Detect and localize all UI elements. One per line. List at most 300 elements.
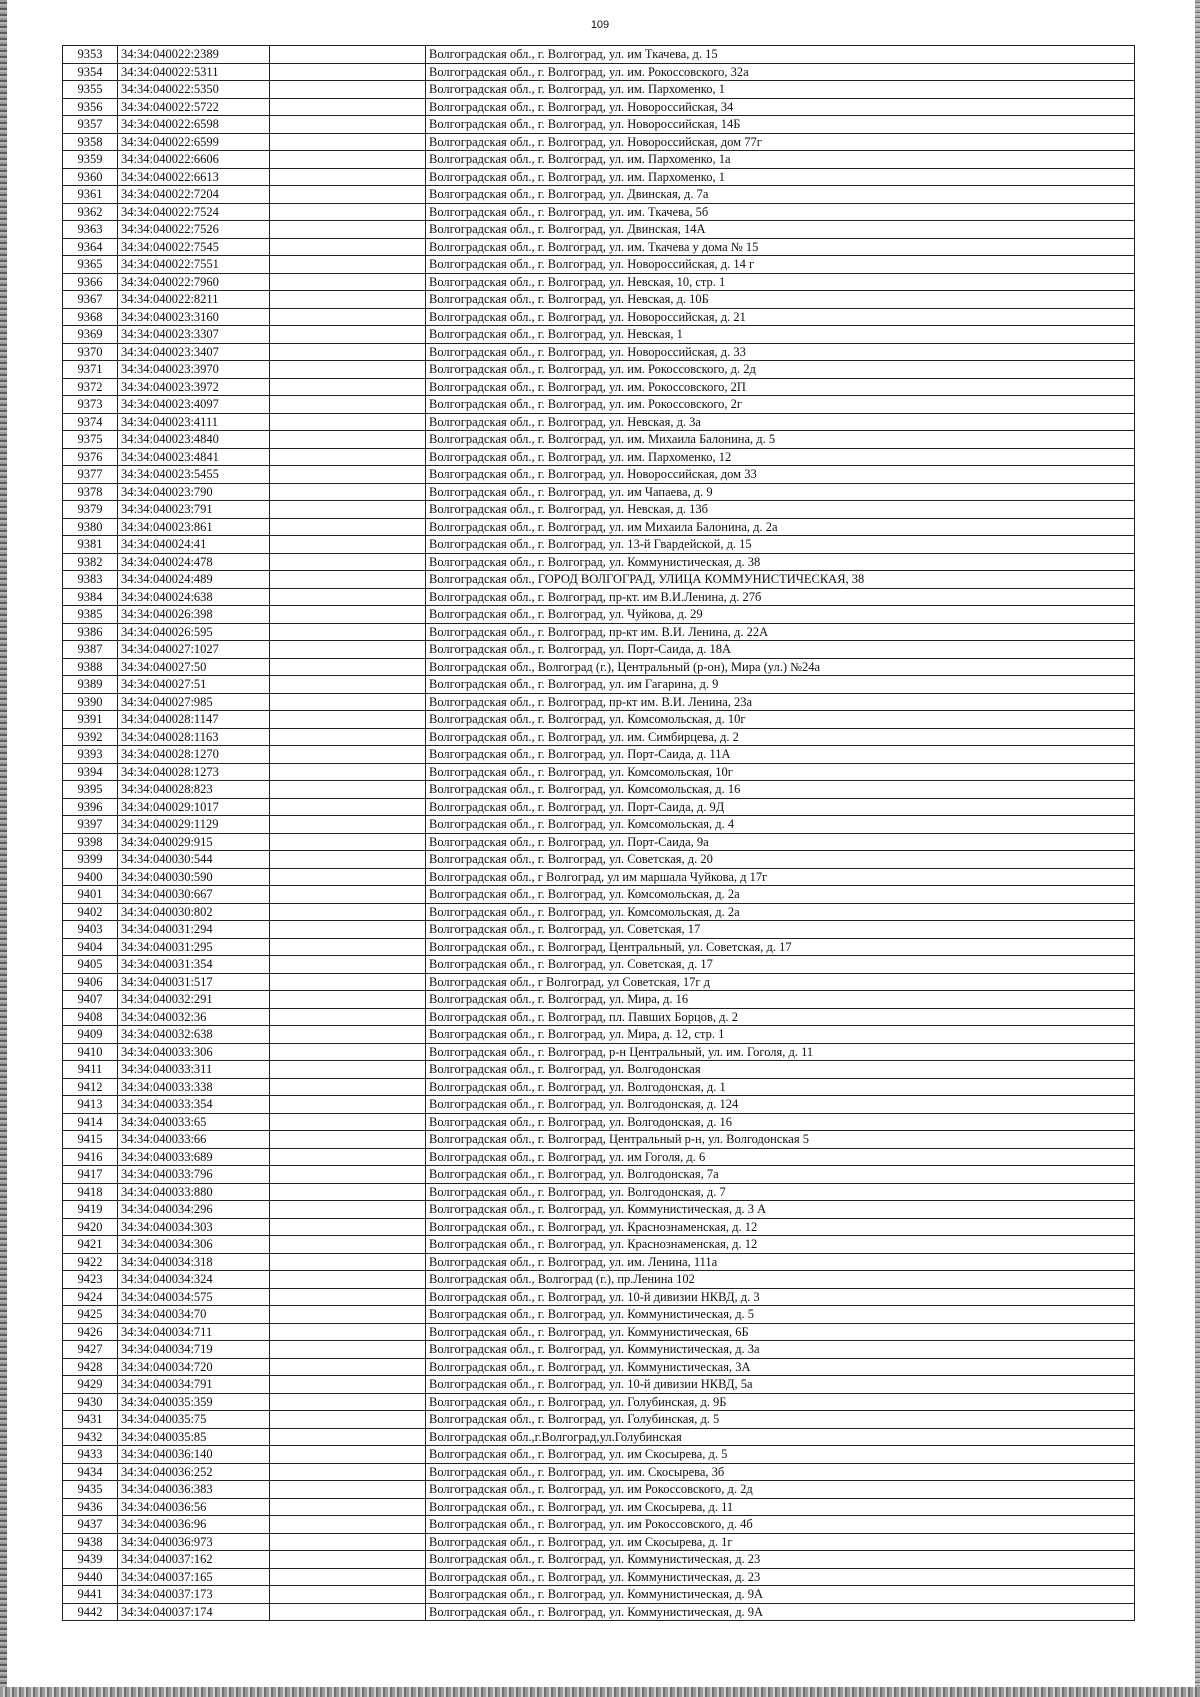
table-row <box>63 361 1135 379</box>
empty-cell <box>270 133 426 151</box>
row-number: 9372 <box>63 378 118 396</box>
cadastral-number: 34:34:040034:303 <box>118 1218 270 1236</box>
cadastral-number: 34:34:040023:4840 <box>118 431 270 449</box>
cadastral-number: 34:34:040022:2389 <box>118 46 270 64</box>
row-number: 9421 <box>63 1236 118 1254</box>
address: Волгоградская обл., г. Волгоград, ул. им. Пархоменко, 12 <box>426 448 1135 466</box>
row-number: 9354 <box>63 63 118 81</box>
address: Волгоградская обл., г. Волгоград, Центральный р-н, ул. Волгодонская 5 <box>426 1131 1135 1149</box>
table-row <box>63 623 1135 641</box>
empty-cell <box>270 571 426 589</box>
row-number: 9419 <box>63 1201 118 1219</box>
row-number: 9410 <box>63 1043 118 1061</box>
address: Волгоградская обл., г. Волгоград, ул. Волгодонская, д. 1 <box>426 1078 1135 1096</box>
table-row <box>63 746 1135 764</box>
row-number: 9377 <box>63 466 118 484</box>
row-number: 9353 <box>63 46 118 64</box>
table-row <box>63 1446 1135 1464</box>
address: Волгоградская обл., г. Волгоград, ул. им. Рокоссовского, д. 2д <box>426 361 1135 379</box>
address: Волгоградская обл., г. Волгоград, ул. Двинская, д. 7а <box>426 186 1135 204</box>
address: Волгоградская обл., г. Волгоград, ул. Коммунистическая, д. 9А <box>426 1586 1135 1604</box>
empty-cell <box>270 1183 426 1201</box>
address: Волгоградская обл., г. Волгоград, ул. Порт-Саида, д. 9Д <box>426 798 1135 816</box>
empty-cell <box>270 1446 426 1464</box>
table-row <box>63 658 1135 676</box>
empty-cell <box>270 186 426 204</box>
address: Волгоградская обл., г. Волгоград, ул. Комсомольская, 10г <box>426 763 1135 781</box>
address: Волгоградская обл., г. Волгоград, ул. Коммунистическая, д. 23 <box>426 1551 1135 1569</box>
address: Волгоградская обл., г. Волгоград, ул. Коммунистическая, д. 38 <box>426 553 1135 571</box>
address: Волгоградская обл., г. Волгоград, ул. им Рокоссовского, д. 2д <box>426 1481 1135 1499</box>
cadastral-number: 34:34:040033:311 <box>118 1061 270 1079</box>
row-number: 9382 <box>63 553 118 571</box>
table-row <box>63 343 1135 361</box>
cadastral-number: 34:34:040024:638 <box>118 588 270 606</box>
empty-cell <box>270 763 426 781</box>
row-number: 9403 <box>63 921 118 939</box>
address: Волгоградская обл., г. Волгоград, ул. Комсомольская, д. 2а <box>426 903 1135 921</box>
page-number: 109 <box>590 19 610 31</box>
cadastral-number: 34:34:040037:173 <box>118 1586 270 1604</box>
registry-table <box>62 45 1135 1621</box>
row-number: 9362 <box>63 203 118 221</box>
table-row <box>63 571 1135 589</box>
row-number: 9401 <box>63 886 118 904</box>
address: Волгоградская обл., г. Волгоград, ул. Волгодонская, д. 7 <box>426 1183 1135 1201</box>
row-number: 9375 <box>63 431 118 449</box>
address: Волгоградская обл., г. Волгоград, ул. Коммунистическая, д. 3 А <box>426 1201 1135 1219</box>
table-row <box>63 81 1135 99</box>
row-number: 9416 <box>63 1148 118 1166</box>
cadastral-number: 34:34:040033:338 <box>118 1078 270 1096</box>
row-number: 9437 <box>63 1516 118 1534</box>
address: Волгоградская обл., г. Волгоград, ул. Комсомольская, д. 2а <box>426 886 1135 904</box>
table-row <box>63 1096 1135 1114</box>
cadastral-number: 34:34:040024:489 <box>118 571 270 589</box>
table-row <box>63 1323 1135 1341</box>
address: Волгоградская обл., г. Волгоград, ул. им. Рокоссовского, 2г <box>426 396 1135 414</box>
address: Волгоградская обл., г. Волгоград, ул. Коммунистическая, д. 3а <box>426 1341 1135 1359</box>
address: Волгоградская обл., г. Волгоград, ул. Советская, д. 17 <box>426 956 1135 974</box>
table-row <box>63 1026 1135 1044</box>
table-row <box>63 221 1135 239</box>
cadastral-number: 34:34:040029:1017 <box>118 798 270 816</box>
row-number: 9434 <box>63 1463 118 1481</box>
address: Волгоградская обл., г. Волгоград, ул. им Михаила Балонина, д. 2а <box>426 518 1135 536</box>
table-row <box>63 256 1135 274</box>
table-row <box>63 868 1135 886</box>
empty-cell <box>270 1236 426 1254</box>
empty-cell <box>270 361 426 379</box>
table-row <box>63 711 1135 729</box>
address: Волгоградская обл., г. Волгоград, пл. Павших Борцов, д. 2 <box>426 1008 1135 1026</box>
row-number: 9363 <box>63 221 118 239</box>
table-row <box>63 273 1135 291</box>
row-number: 9404 <box>63 938 118 956</box>
cadastral-number: 34:34:040028:1163 <box>118 728 270 746</box>
row-number: 9441 <box>63 1586 118 1604</box>
row-number: 9438 <box>63 1533 118 1551</box>
table-row <box>63 1551 1135 1569</box>
cadastral-number: 34:34:040027:50 <box>118 658 270 676</box>
row-number: 9381 <box>63 536 118 554</box>
empty-cell <box>270 1498 426 1516</box>
empty-cell <box>270 1043 426 1061</box>
address: Волгоградская обл., г. Волгоград, ул. Волгодонская, 7а <box>426 1166 1135 1184</box>
cadastral-number: 34:34:040034:711 <box>118 1323 270 1341</box>
row-number: 9442 <box>63 1603 118 1621</box>
table-row <box>63 693 1135 711</box>
row-number: 9398 <box>63 833 118 851</box>
address: Волгоградская обл., г. Волгоград, ул. Коммунистическая, 6Б <box>426 1323 1135 1341</box>
table-row <box>63 1428 1135 1446</box>
cadastral-number: 34:34:040034:70 <box>118 1306 270 1324</box>
cadastral-number: 34:34:040031:295 <box>118 938 270 956</box>
cadastral-number: 34:34:040027:985 <box>118 693 270 711</box>
address: Волгоградская обл., г. Волгоград, ул. Порт-Саида, д. 18А <box>426 641 1135 659</box>
empty-cell <box>270 46 426 64</box>
cadastral-number: 34:34:040034:324 <box>118 1271 270 1289</box>
table-row <box>63 1393 1135 1411</box>
cadastral-number: 34:34:040036:96 <box>118 1516 270 1534</box>
table-row <box>63 1288 1135 1306</box>
row-number: 9397 <box>63 816 118 834</box>
table-row <box>63 1061 1135 1079</box>
empty-cell <box>270 1586 426 1604</box>
row-number: 9390 <box>63 693 118 711</box>
address: Волгоградская обл., г. Волгоград, ул. 10-й дивизии НКВД, д. 3 <box>426 1288 1135 1306</box>
empty-cell <box>270 921 426 939</box>
table-row <box>63 1253 1135 1271</box>
cadastral-number: 34:34:040034:318 <box>118 1253 270 1271</box>
table-row <box>63 1008 1135 1026</box>
row-number: 9400 <box>63 868 118 886</box>
address: Волгоградская обл., г. Волгоград, ул. Комсомольская, д. 10г <box>426 711 1135 729</box>
cadastral-number: 34:34:040023:5455 <box>118 466 270 484</box>
empty-cell <box>270 1481 426 1499</box>
row-number: 9436 <box>63 1498 118 1516</box>
address: Волгоградская обл., г. Волгоград, пр-кт им. В.И. Ленина, 23а <box>426 693 1135 711</box>
row-number: 9409 <box>63 1026 118 1044</box>
table-row <box>63 326 1135 344</box>
row-number: 9389 <box>63 676 118 694</box>
address: Волгоградская обл., ГОРОД ВОЛГОГРАД, УЛИЦА КОММУНИСТИЧЕСКАЯ, 38 <box>426 571 1135 589</box>
table-row <box>63 378 1135 396</box>
row-number: 9356 <box>63 98 118 116</box>
empty-cell <box>270 553 426 571</box>
cadastral-number: 34:34:040022:6599 <box>118 133 270 151</box>
table-row <box>63 203 1135 221</box>
empty-cell <box>270 116 426 134</box>
table-row <box>63 1341 1135 1359</box>
row-number: 9396 <box>63 798 118 816</box>
table-row <box>63 291 1135 309</box>
address: Волгоградская обл., г. Волгоград, ул. Новороссийская, д. 33 <box>426 343 1135 361</box>
address: Волгоградская обл., г. Волгоград, ул. Невская, д. 10Б <box>426 291 1135 309</box>
table-row <box>63 1358 1135 1376</box>
empty-cell <box>270 1463 426 1481</box>
row-number: 9369 <box>63 326 118 344</box>
cadastral-number: 34:34:040022:7545 <box>118 238 270 256</box>
row-number: 9433 <box>63 1446 118 1464</box>
table-row <box>63 921 1135 939</box>
cadastral-number: 34:34:040036:973 <box>118 1533 270 1551</box>
table-row <box>63 1201 1135 1219</box>
cadastral-number: 34:34:040036:140 <box>118 1446 270 1464</box>
cadastral-number: 34:34:040022:5311 <box>118 63 270 81</box>
empty-cell <box>270 1341 426 1359</box>
cadastral-number: 34:34:040022:7204 <box>118 186 270 204</box>
cadastral-number: 34:34:040037:162 <box>118 1551 270 1569</box>
cadastral-number: 34:34:040034:720 <box>118 1358 270 1376</box>
cadastral-number: 34:34:040036:56 <box>118 1498 270 1516</box>
cadastral-number: 34:34:040022:5722 <box>118 98 270 116</box>
table-row <box>63 676 1135 694</box>
empty-cell <box>270 151 426 169</box>
empty-cell <box>270 938 426 956</box>
address: Волгоградская обл., г. Волгоград, ул. им. Симбирцева, д. 2 <box>426 728 1135 746</box>
table-row <box>63 413 1135 431</box>
empty-cell <box>270 1166 426 1184</box>
cadastral-number: 34:34:040035:75 <box>118 1411 270 1429</box>
row-number: 9425 <box>63 1306 118 1324</box>
empty-cell <box>270 991 426 1009</box>
row-number: 9384 <box>63 588 118 606</box>
empty-cell <box>270 1306 426 1324</box>
empty-cell <box>270 1533 426 1551</box>
row-number: 9358 <box>63 133 118 151</box>
cadastral-number: 34:34:040032:291 <box>118 991 270 1009</box>
table-row <box>63 396 1135 414</box>
cadastral-number: 34:34:040033:306 <box>118 1043 270 1061</box>
cadastral-number: 34:34:040033:65 <box>118 1113 270 1131</box>
cadastral-number: 34:34:040030:667 <box>118 886 270 904</box>
empty-cell <box>270 273 426 291</box>
table-row <box>63 1078 1135 1096</box>
row-number: 9383 <box>63 571 118 589</box>
cadastral-number: 34:34:040037:165 <box>118 1568 270 1586</box>
address: Волгоградская обл., г. Волгоград, ул. Чуйкова, д. 29 <box>426 606 1135 624</box>
cadastral-number: 34:34:040029:1129 <box>118 816 270 834</box>
address: Волгоградская обл., г. Волгоград, ул. им. Скосырева, 3б <box>426 1463 1135 1481</box>
address: Волгоградская обл., г. Волгоград, ул. 10-й дивизии НКВД, 5а <box>426 1376 1135 1394</box>
table-row <box>63 973 1135 991</box>
row-number: 9428 <box>63 1358 118 1376</box>
cadastral-number: 34:34:040022:6598 <box>118 116 270 134</box>
address: Волгоградская обл., г. Волгоград, ул. им Чапаева, д. 9 <box>426 483 1135 501</box>
row-number: 9420 <box>63 1218 118 1236</box>
table-row <box>63 763 1135 781</box>
empty-cell <box>270 466 426 484</box>
empty-cell <box>270 343 426 361</box>
table-row <box>63 133 1135 151</box>
table-row <box>63 98 1135 116</box>
cadastral-number: 34:34:040034:575 <box>118 1288 270 1306</box>
cadastral-number: 34:34:040029:915 <box>118 833 270 851</box>
table-row <box>63 641 1135 659</box>
table-row <box>63 728 1135 746</box>
table-row <box>63 536 1135 554</box>
empty-cell <box>270 1218 426 1236</box>
empty-cell <box>270 676 426 694</box>
row-number: 9365 <box>63 256 118 274</box>
cadastral-number: 34:34:040033:66 <box>118 1131 270 1149</box>
address: Волгоградская обл., г. Волгоград, ул. Коммунистическая, 3А <box>426 1358 1135 1376</box>
empty-cell <box>270 308 426 326</box>
table-row <box>63 46 1135 64</box>
table-row <box>63 991 1135 1009</box>
address: Волгоградская обл., г. Волгоград, ул. Коммунистическая, д. 9А <box>426 1603 1135 1621</box>
cadastral-number: 34:34:040023:791 <box>118 501 270 519</box>
address: Волгоградская обл., г. Волгоград, ул. им. Пархоменко, 1 <box>426 81 1135 99</box>
cadastral-number: 34:34:040032:638 <box>118 1026 270 1044</box>
empty-cell <box>270 1411 426 1429</box>
address: Волгоградская обл., г. Волгоград, ул. им Скосырева, д. 1г <box>426 1533 1135 1551</box>
table-row <box>63 1271 1135 1289</box>
address: Волгоградская обл., г. Волгоград, Центральный, ул. Советская, д. 17 <box>426 938 1135 956</box>
address: Волгоградская обл., г. Волгоград, ул. Волгодонская, д. 124 <box>426 1096 1135 1114</box>
address: Волгоградская обл., г. Волгоград, ул. им Скосырева, д. 11 <box>426 1498 1135 1516</box>
table-row <box>63 1533 1135 1551</box>
table-row <box>63 308 1135 326</box>
row-number: 9395 <box>63 781 118 799</box>
table-row <box>63 851 1135 869</box>
cadastral-number: 34:34:040034:719 <box>118 1341 270 1359</box>
row-number: 9378 <box>63 483 118 501</box>
empty-cell <box>270 1078 426 1096</box>
cadastral-number: 34:34:040022:7526 <box>118 221 270 239</box>
empty-cell <box>270 1253 426 1271</box>
row-number: 9361 <box>63 186 118 204</box>
cadastral-number: 34:34:040034:306 <box>118 1236 270 1254</box>
table-row <box>63 168 1135 186</box>
row-number: 9429 <box>63 1376 118 1394</box>
cadastral-number: 34:34:040028:823 <box>118 781 270 799</box>
row-number: 9435 <box>63 1481 118 1499</box>
cadastral-number: 34:34:040034:296 <box>118 1201 270 1219</box>
row-number: 9423 <box>63 1271 118 1289</box>
empty-cell <box>270 396 426 414</box>
empty-cell <box>270 1358 426 1376</box>
cadastral-number: 34:34:040031:354 <box>118 956 270 974</box>
cadastral-number: 34:34:040036:383 <box>118 1481 270 1499</box>
table-row <box>63 1376 1135 1394</box>
address: Волгоградская обл., г. Волгоград, ул. Новороссийская, дом 33 <box>426 466 1135 484</box>
row-number: 9432 <box>63 1428 118 1446</box>
cadastral-number: 34:34:040023:790 <box>118 483 270 501</box>
cadastral-number: 34:34:040023:3160 <box>118 308 270 326</box>
cadastral-number: 34:34:040023:3972 <box>118 378 270 396</box>
address: Волгоградская обл., Волгоград (г.), пр.Ленина 102 <box>426 1271 1135 1289</box>
row-number: 9430 <box>63 1393 118 1411</box>
empty-cell <box>270 378 426 396</box>
cadastral-number: 34:34:040023:3970 <box>118 361 270 379</box>
empty-cell <box>270 1271 426 1289</box>
table-row <box>63 1498 1135 1516</box>
empty-cell <box>270 746 426 764</box>
address: Волгоградская обл., г. Волгоград, ул. им. Ленина, 111а <box>426 1253 1135 1271</box>
empty-cell <box>270 588 426 606</box>
table-row <box>63 151 1135 169</box>
row-number: 9388 <box>63 658 118 676</box>
address: Волгоградская обл., г. Волгоград, ул. им. Пархоменко, 1а <box>426 151 1135 169</box>
row-number: 9405 <box>63 956 118 974</box>
row-number: 9406 <box>63 973 118 991</box>
empty-cell <box>270 886 426 904</box>
table-row <box>63 886 1135 904</box>
cadastral-number: 34:34:040032:36 <box>118 1008 270 1026</box>
table-row <box>63 63 1135 81</box>
address: Волгоградская обл., г. Волгоград, ул. Невская, 10, стр. 1 <box>426 273 1135 291</box>
empty-cell <box>270 1323 426 1341</box>
row-number: 9439 <box>63 1551 118 1569</box>
cadastral-number: 34:34:040035:359 <box>118 1393 270 1411</box>
address: Волгоградская обл., г. Волгоград, ул. им. Ткачева у дома № 15 <box>426 238 1135 256</box>
address: Волгоградская обл., г. Волгоград, ул. им Гагарина, д. 9 <box>426 676 1135 694</box>
address: Волгоградская обл., г. Волгоград, ул. им. Пархоменко, 1 <box>426 168 1135 186</box>
empty-cell <box>270 238 426 256</box>
table-row <box>63 606 1135 624</box>
row-number: 9392 <box>63 728 118 746</box>
empty-cell <box>270 658 426 676</box>
row-number: 9366 <box>63 273 118 291</box>
empty-cell <box>270 291 426 309</box>
address: Волгоградская обл., г. Волгоград, ул. Новороссийская, д. 14 г <box>426 256 1135 274</box>
address: Волгоградская обл., г. Волгоград, ул. им. Рокоссовского, 32а <box>426 63 1135 81</box>
table-row <box>63 186 1135 204</box>
empty-cell <box>270 203 426 221</box>
table-row <box>63 116 1135 134</box>
row-number: 9418 <box>63 1183 118 1201</box>
cadastral-number: 34:34:040033:796 <box>118 1166 270 1184</box>
address: Волгоградская обл., г Волгоград, ул Советская, 17г д <box>426 973 1135 991</box>
address: Волгоградская обл., г. Волгоград, ул. им Гоголя, д. 6 <box>426 1148 1135 1166</box>
empty-cell <box>270 431 426 449</box>
cadastral-number: 34:34:040023:4841 <box>118 448 270 466</box>
row-number: 9427 <box>63 1341 118 1359</box>
address: Волгоградская обл., Волгоград (г.), Центральный (р-он), Мира (ул.) №24а <box>426 658 1135 676</box>
cadastral-number: 34:34:040027:1027 <box>118 641 270 659</box>
table-row <box>63 1516 1135 1534</box>
row-number: 9379 <box>63 501 118 519</box>
row-number: 9386 <box>63 623 118 641</box>
empty-cell <box>270 693 426 711</box>
address: Волгоградская обл., г. Волгоград, ул. Коммунистическая, д. 5 <box>426 1306 1135 1324</box>
empty-cell <box>270 448 426 466</box>
address: Волгоградская обл., г. Волгоград, ул. Невская, д. 13б <box>426 501 1135 519</box>
empty-cell <box>270 326 426 344</box>
table-row <box>63 1411 1135 1429</box>
table-row <box>63 1481 1135 1499</box>
empty-cell <box>270 1393 426 1411</box>
row-number: 9364 <box>63 238 118 256</box>
empty-cell <box>270 903 426 921</box>
empty-cell <box>270 483 426 501</box>
cadastral-number: 34:34:040023:861 <box>118 518 270 536</box>
scan-edge-right <box>1195 0 1200 1697</box>
empty-cell <box>270 63 426 81</box>
row-number: 9367 <box>63 291 118 309</box>
row-number: 9360 <box>63 168 118 186</box>
row-number: 9368 <box>63 308 118 326</box>
cadastral-number: 34:34:040022:8211 <box>118 291 270 309</box>
address: Волгоградская обл., г. Волгоград, ул. Волгодонская <box>426 1061 1135 1079</box>
empty-cell <box>270 1568 426 1586</box>
empty-cell <box>270 536 426 554</box>
address: Волгоградская обл., г. Волгоград, ул. им Скосырева, д. 5 <box>426 1446 1135 1464</box>
address: Волгоградская обл., г. Волгоград, ул. Комсомольская, д. 4 <box>426 816 1135 834</box>
cadastral-number: 34:34:040023:3307 <box>118 326 270 344</box>
